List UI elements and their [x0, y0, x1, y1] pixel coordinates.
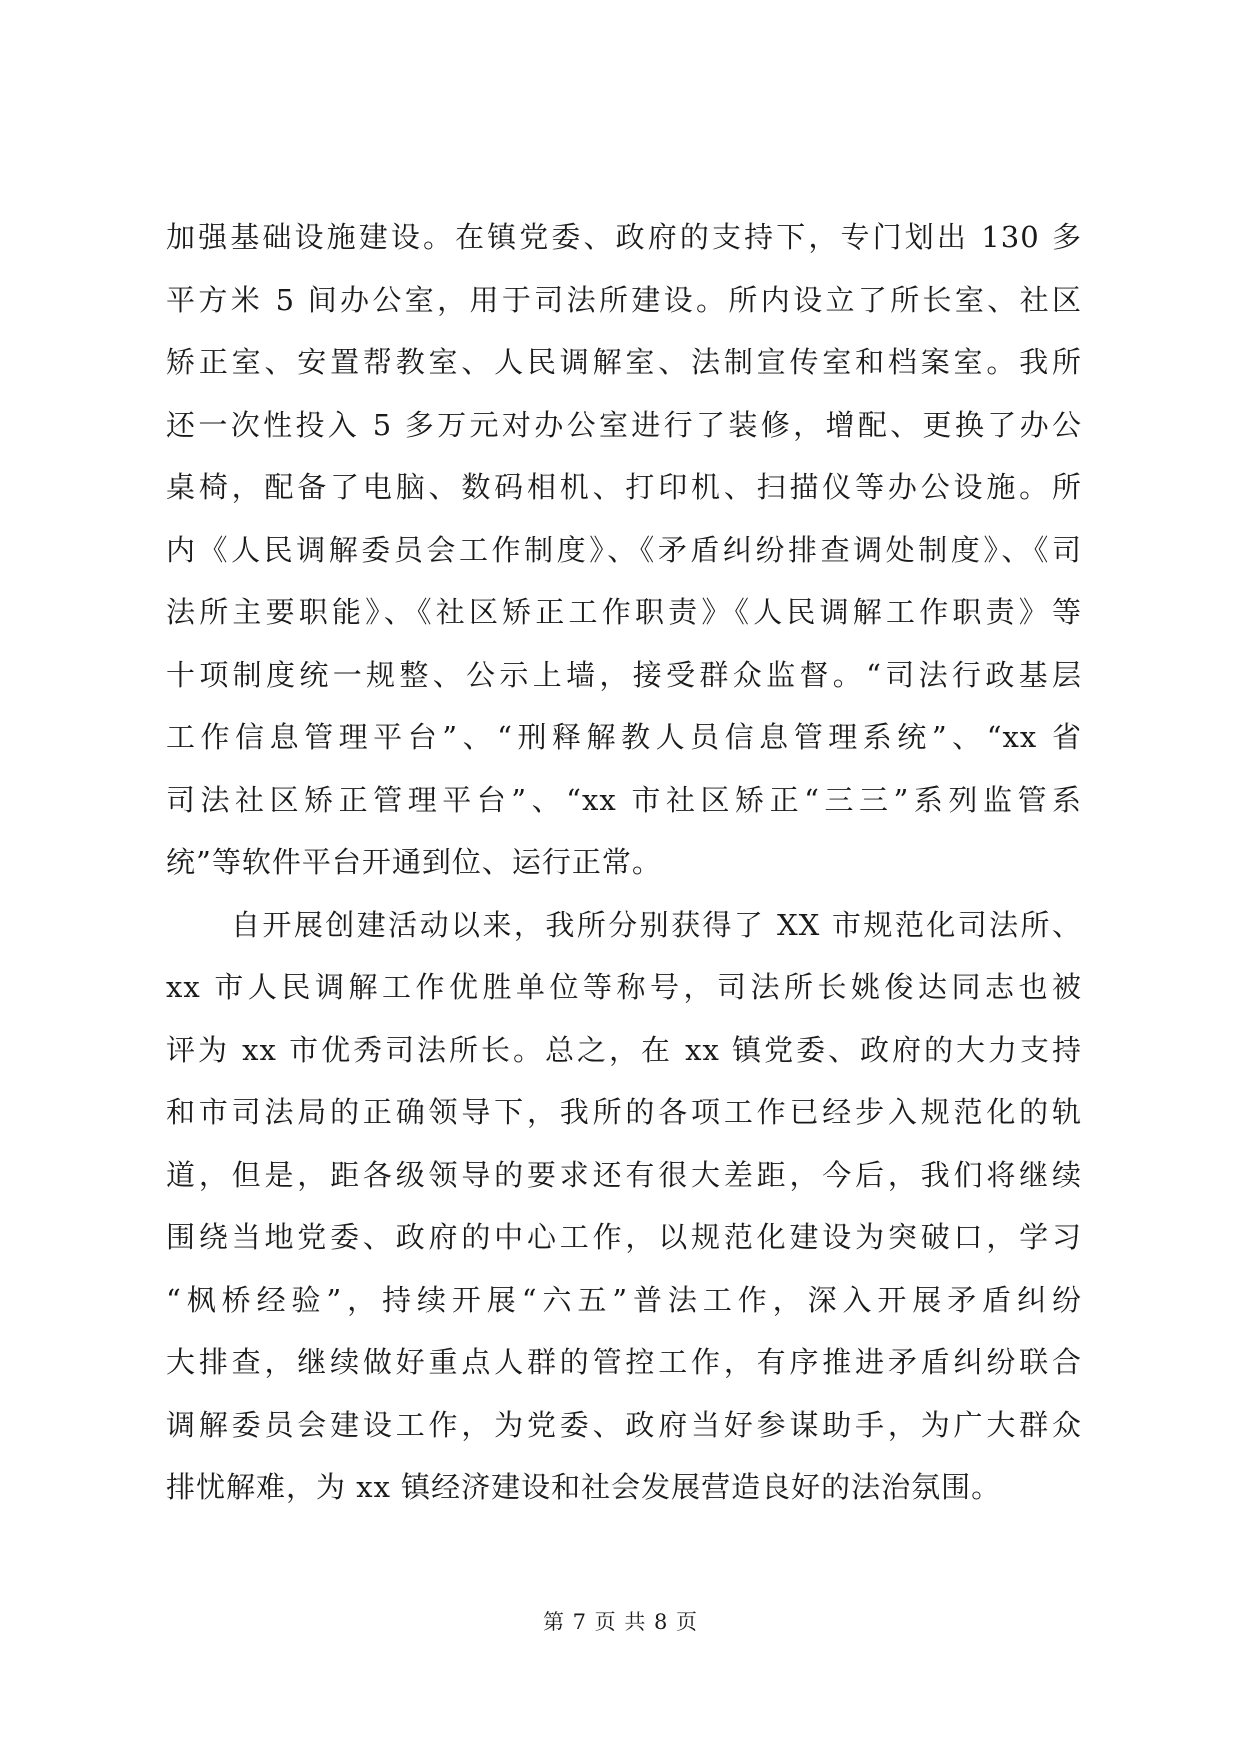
paragraph-line: 自开展创建活动以来，我所分别获得了 XX 市规范化司法所、 — [231, 907, 1082, 942]
paragraph-line: 内《人民调解委员会工作制度》、《矛盾纠纷排查调处制度》、《司 — [166, 532, 1082, 567]
paragraph-line: 调解委员会建设工作，为党委、政府当好参谋助手，为广大群众 — [166, 1407, 1082, 1442]
paragraph-line: 加强基础设施建设。在镇党委、政府的支持下，专门划出 130 多 — [166, 220, 1082, 254]
paragraph-line: 评为 xx 市优秀司法所长。总之，在 xx 镇党委、政府的大力支持 — [166, 1032, 1082, 1067]
paragraph-line: 司法社区矫正管理平台”、“xx 市社区矫正“三三”系列监管系 — [166, 782, 1082, 817]
paragraph-line: 桌椅，配备了电脑、数码相机、打印机、扫描仪等办公设施。所 — [166, 470, 1082, 504]
paragraph-line: 围绕当地党委、政府的中心工作，以规范化建设为突破口，学习 — [166, 1220, 1082, 1254]
paragraph-1 — [166, 206, 1082, 894]
paragraph-2 — [166, 894, 1082, 1519]
paragraph-line: 和市司法局的正确领导下，我所的各项工作已经步入规范化的轨 — [166, 1095, 1082, 1129]
paragraph-line: “枫桥经验”，持续开展“六五”普法工作，深入开展矛盾纠纷 — [166, 1282, 1082, 1317]
paragraph-line: 大排查，继续做好重点人群的管控工作，有序推进矛盾纠纷联合 — [166, 1345, 1082, 1379]
paragraph-line: 工作信息管理平台”、“刑释解教人员信息管理系统”、“xx 省 — [166, 720, 1082, 754]
document-body — [166, 206, 1082, 1519]
paragraph-line: 统”等软件平台开通到位、运行正常。 — [166, 845, 662, 879]
page-footer: 第 7 页 共 8 页 — [542, 1610, 699, 1634]
paragraph-line: 道，但是，距各级领导的要求还有很大差距，今后，我们将继续 — [166, 1157, 1082, 1192]
paragraph-line: 矫正室、安置帮教室、人民调解室、法制宣传室和档案室。我所 — [166, 345, 1082, 379]
paragraph-line: 还一次性投入 5 多万元对办公室进行了装修，增配、更换了办公 — [166, 407, 1082, 442]
paragraph-line: 排忧解难，为 xx 镇经济建设和社会发展营造良好的法治氛围。 — [166, 1470, 1002, 1504]
paragraph-line: 十项制度统一规整、公示上墙，接受群众监督。“司法行政基层 — [166, 657, 1082, 692]
paragraph-line: 平方米 5 间办公室，用于司法所建设。所内设立了所长室、社区 — [166, 282, 1082, 317]
paragraph-line: 法所主要职能》、《社区矫正工作职责》《人民调解工作职责》等 — [166, 595, 1082, 629]
paragraph-line: xx 市人民调解工作优胜单位等称号，司法所长姚俊达同志也被 — [166, 970, 1082, 1004]
